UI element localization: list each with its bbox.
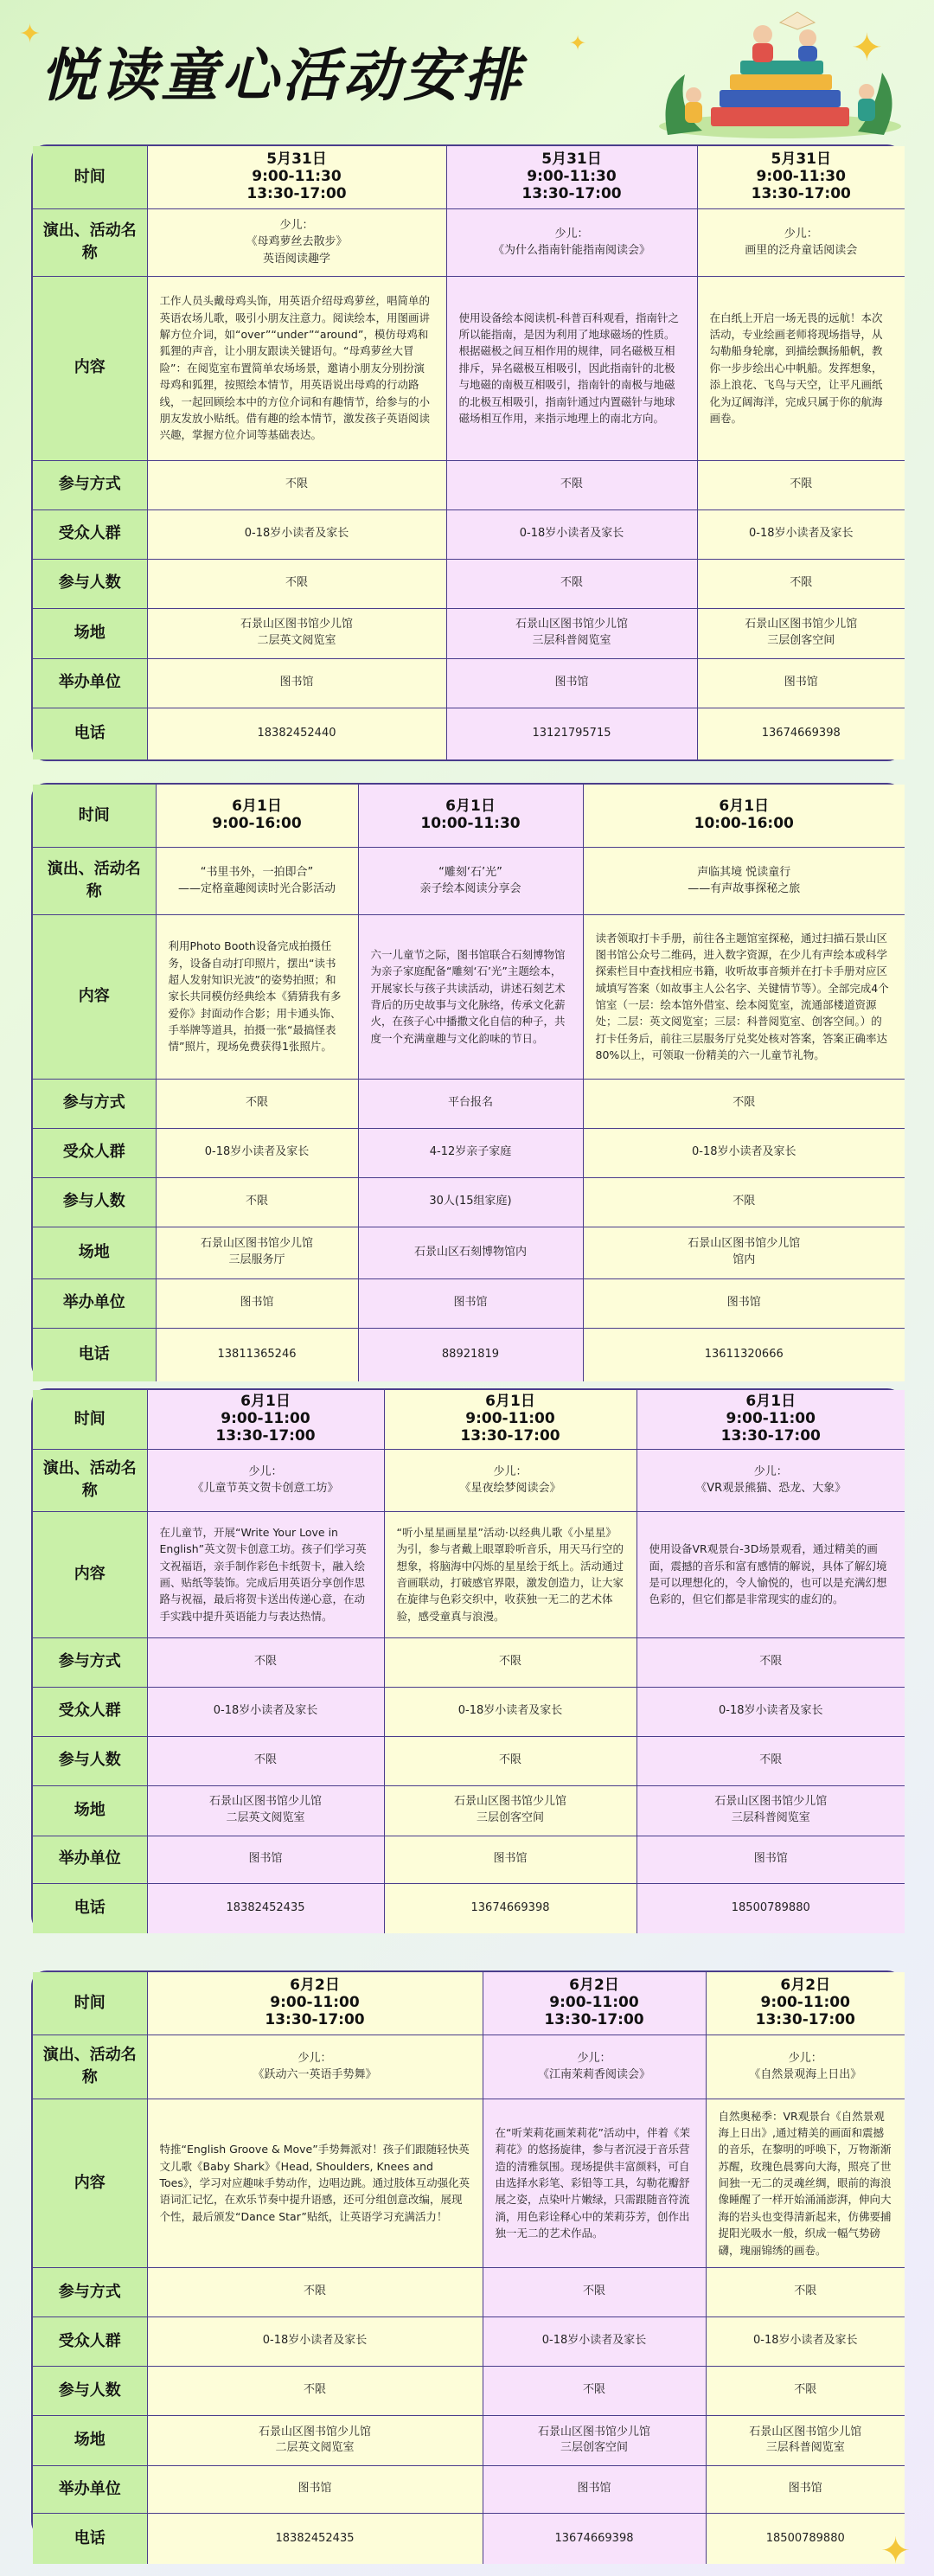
phone-row — [33, 1883, 905, 1933]
time-text: 10:00-11:30 — [420, 814, 521, 832]
row-label: 参与方式 — [33, 460, 147, 509]
date-text: 6月2日 — [569, 1977, 619, 1995]
count-row — [33, 1177, 905, 1227]
time-cell — [384, 1390, 637, 1449]
program-row — [33, 2035, 905, 2099]
program-cell — [637, 1449, 905, 1511]
venue-text: 三层科普阅览室 — [532, 634, 611, 647]
program-text: 少儿： — [753, 1464, 788, 1478]
program-cell — [384, 1449, 637, 1511]
row-label: 演出、活动名称 — [33, 2035, 147, 2099]
row-label: 演出、活动名称 — [33, 847, 156, 914]
time-text: 13:30-17:00 — [544, 2010, 644, 2028]
program-text: 《母鸡萝丝去散步》 — [246, 235, 348, 249]
venue-text: 三层创客空间 — [476, 1811, 544, 1824]
date-text: 5月31日 — [266, 151, 327, 169]
date-text: 6月1日 — [719, 798, 770, 816]
content-cell: 在白纸上开启一场无畏的远航！本次活动，专业绘画老师将现场指导，从勾勒船身轮廓，到描绘飘扬船帆，教你一步步绘出心中帆船。发挥想象，添上浪花、飞鸟与天空，让平凡画纸化为辽阔海洋，完成只属于你的航海画卷。 — [697, 276, 905, 460]
venue-cell — [156, 1227, 358, 1278]
row-label: 时间 — [33, 146, 147, 208]
count-cell: 不限 — [446, 559, 697, 608]
program-text: 少儿： — [248, 1464, 283, 1478]
venue-text: 石景山区图书馆少儿馆 — [749, 2425, 862, 2438]
time-text: 13:30-17:00 — [460, 1426, 560, 1445]
organizer-row — [33, 1836, 905, 1883]
program-text: 声临其境 悦读童行 — [697, 865, 791, 879]
row-label: 电话 — [33, 1328, 156, 1381]
organizer-cell: 图书馆 — [583, 1278, 905, 1328]
time-text: 9:00-11:30 — [756, 167, 846, 185]
program-text: 《星夜绘梦阅读会》 — [459, 1482, 561, 1495]
venue-text: 石景山区图书馆少儿馆 — [714, 1795, 828, 1809]
row-label: 参与方式 — [33, 1637, 147, 1687]
audience-cell: 0-18岁小读者及家长 — [583, 1128, 905, 1177]
content-cell: 在儿童节，开展“Write Your Love in English”英文贺卡创意工坊。孩子们学习英文祝福语，亲手制作彩色卡纸贺卡，融入绘画、贴纸等装饰。完成后用英语分享创作思路与祝福，最后将贺卡送出传递心意，在动手实践中提升英语能力与表达热情。 — [147, 1511, 384, 1637]
venue-text: 三层创客空间 — [767, 634, 835, 647]
row-label: 举办单位 — [33, 1278, 156, 1328]
time-text: 9:00-11:00 — [760, 1993, 850, 2011]
row-label: 电话 — [33, 708, 147, 759]
venue-text: 石景山区图书馆少儿馆 — [537, 2425, 650, 2438]
content-cell: 特推“English Groove & Move”手势舞派对！孩子们跟随轻快英文儿歌《Baby Shark》《Head, Shoulders, Knees and Toes》，学习对应趣味手势动作，边唱边跳。通过肢体互动强化英语词汇记忆，在欢乐节奏中提升语感，还可分组创意改编，展现个性，最后颁发“Dance Star”贴纸，让英语学习充满活力！ — [147, 2099, 483, 2267]
time-text: 9:00-11:00 — [270, 1993, 360, 2011]
row-label: 内容 — [33, 2099, 147, 2267]
schedule-block-4 — [31, 1970, 903, 2548]
program-text: 画里的泛舟童话阅读会 — [745, 244, 858, 257]
audience-row — [33, 509, 905, 559]
program-cell — [706, 2035, 905, 2099]
program-cell — [446, 208, 697, 276]
phone-cell: 13674669398 — [697, 708, 905, 759]
audience-cell: 0-18岁小读者及家长 — [706, 2316, 905, 2366]
phone-cell: 13674669398 — [384, 1883, 637, 1933]
program-text: 少儿： — [279, 218, 314, 232]
time-cell — [697, 146, 905, 208]
mode-cell: 不限 — [384, 1637, 637, 1687]
program-text: 少儿： — [788, 2051, 822, 2065]
time-text: 13:30-17:00 — [751, 184, 851, 202]
organizer-cell: 图书馆 — [384, 1836, 637, 1883]
mode-cell: 不限 — [483, 2267, 706, 2316]
program-text: 少儿： — [577, 2051, 611, 2065]
mode-cell: 不限 — [706, 2267, 905, 2316]
program-text: 少儿： — [297, 2051, 332, 2065]
mode-cell: 不限 — [147, 1637, 384, 1687]
time-cell — [358, 785, 583, 847]
row-label: 时间 — [33, 1972, 147, 2035]
organizer-cell: 图书馆 — [358, 1278, 583, 1328]
row-label: 参与人数 — [33, 2366, 147, 2415]
row-label: 受众人群 — [33, 1128, 156, 1177]
time-text: 9:00-11:00 — [549, 1993, 639, 2011]
audience-cell: 0-18岁小读者及家长 — [156, 1128, 358, 1177]
count-cell: 不限 — [583, 1177, 905, 1227]
program-text: 《跃动六一英语手势舞》 — [253, 2068, 377, 2081]
venue-cell — [483, 2415, 706, 2465]
audience-row — [33, 1687, 905, 1736]
count-cell: 不限 — [697, 559, 905, 608]
time-text: 13:30-17:00 — [246, 184, 347, 202]
venue-text: 石景山区图书馆少儿馆 — [515, 618, 628, 631]
program-cell — [147, 1449, 384, 1511]
venue-text: 二层英文阅览室 — [275, 2441, 355, 2455]
row-label: 受众人群 — [33, 2316, 147, 2366]
venue-text: 二层英文阅览室 — [257, 634, 336, 647]
mode-cell: 不限 — [147, 2267, 483, 2316]
program-text: 少儿： — [784, 227, 818, 240]
content-cell: 使用设备VR观景台-3D场景观看，通过精美的画面，震撼的音乐和富有感情的解说，具体了解幻境是可以理想化的，令人愉悦的，也可以是充满幻想色彩的，但它们都是非常现实的虚幻的。 — [637, 1511, 905, 1637]
mode-cell: 不限 — [637, 1637, 905, 1687]
program-text: “书里书外，一拍即合” — [200, 865, 314, 879]
date-text: 6月1日 — [745, 1393, 796, 1411]
time-cell — [147, 1972, 483, 2035]
content-cell: 工作人员头戴母鸡头饰，用英语介绍母鸡萝丝，唱简单的英语农场儿歌，吸引小朋友注意力。阅读绘本，用图画讲解方位介词，如“over”“under”“around”，模仿母鸡和狐狸的声音，让小朋友跟读关键语句。“母鸡萝丝大冒险”：在阅览室布置简单农场场景，邀请小朋友分别扮演母鸡和狐狸，按照绘本情节，用英语说出母鸡的行动路线，一起回顾绘本中的方位介词和有趣情节，给参与的小朋友发放小贴纸。借有趣的绘本情节，激发孩子英语阅读兴趣，掌握方位介词等基础表达。 — [147, 276, 446, 460]
time-row — [33, 1972, 905, 2035]
page-header — [0, 0, 934, 147]
venue-cell — [384, 1785, 637, 1836]
time-text: 13:30-17:00 — [265, 2010, 365, 2028]
venue-cell — [706, 2415, 905, 2465]
row-label: 参与人数 — [33, 1736, 147, 1785]
time-text: 13:30-17:00 — [215, 1426, 316, 1445]
date-text: 5月31日 — [771, 151, 831, 169]
program-cell — [483, 2035, 706, 2099]
venue-text: 石景山区图书馆少儿馆 — [208, 1795, 322, 1809]
content-cell: 利用Photo Booth设备完成拍摄任务，设备自动打印照片，摆出“读书超人发射知识光波”的姿势拍照；和家长共同模仿经典绘本《猜猜我有多爱你》封面动作合影；用卡通头饰、手举牌等道具，拍摄一张“最搞怪表情”照片，现场免费获得1张照片。 — [156, 914, 358, 1079]
program-text: ——定格童趣阅读时光合影活动 — [177, 882, 336, 895]
count-cell: 不限 — [483, 2366, 706, 2415]
audience-cell: 0-18岁小读者及家长 — [384, 1687, 637, 1736]
venue-cell — [583, 1227, 905, 1278]
phone-cell: 13811365246 — [156, 1328, 358, 1381]
program-row — [33, 208, 905, 276]
venue-cell — [446, 608, 697, 658]
row-label: 电话 — [33, 2513, 147, 2564]
time-text: 9:00-16:00 — [212, 814, 302, 832]
count-row — [33, 559, 905, 608]
audience-cell: 0-18岁小读者及家长 — [147, 1687, 384, 1736]
row-label: 场地 — [33, 1785, 147, 1836]
mode-cell: 不限 — [697, 460, 905, 509]
time-text: 10:00-16:00 — [694, 814, 794, 832]
count-cell: 不限 — [384, 1736, 637, 1785]
time-cell — [147, 1390, 384, 1449]
venue-row — [33, 2415, 905, 2465]
star-icon: ✦ — [569, 31, 587, 55]
time-row — [33, 146, 905, 208]
program-text: 《儿童节英文贺卡创意工坊》 — [192, 1482, 339, 1495]
time-cell — [637, 1390, 905, 1449]
program-text: 少儿： — [493, 1464, 528, 1478]
venue-text: 三层科普阅览室 — [765, 2441, 845, 2455]
program-text: “雕刻‘石’光” — [438, 865, 502, 879]
schedule-block-3 — [31, 1388, 903, 1932]
schedule-block-2 — [31, 783, 903, 1380]
mode-cell: 平台报名 — [358, 1079, 583, 1128]
star-icon: ✦ — [851, 26, 883, 70]
time-text: 9:00-11:30 — [527, 167, 617, 185]
row-label: 场地 — [33, 608, 147, 658]
program-cell — [147, 2035, 483, 2099]
date-text: 6月1日 — [240, 1393, 291, 1411]
program-text: 《江南茉莉香阅读会》 — [537, 2068, 650, 2081]
organizer-row — [33, 2465, 905, 2513]
venue-text: 石景山区图书馆少儿馆 — [688, 1237, 801, 1251]
audience-cell: 0-18岁小读者及家长 — [446, 509, 697, 559]
program-row — [33, 1449, 905, 1511]
row-label: 受众人群 — [33, 509, 147, 559]
row-label: 举办单位 — [33, 2465, 147, 2513]
organizer-row — [33, 658, 905, 708]
mode-cell: 不限 — [147, 460, 446, 509]
count-cell: 不限 — [706, 2366, 905, 2415]
row-label: 电话 — [33, 1883, 147, 1933]
audience-row — [33, 2316, 905, 2366]
count-cell: 不限 — [637, 1736, 905, 1785]
row-label: 场地 — [33, 1227, 156, 1278]
program-text: 《VR观景熊猫、恐龙、大象》 — [695, 1482, 847, 1495]
program-cell — [358, 847, 583, 914]
phone-cell: 18382452435 — [147, 2513, 483, 2564]
phone-cell: 13121795715 — [446, 708, 697, 759]
time-cell — [706, 1972, 905, 2035]
time-cell — [483, 1972, 706, 2035]
time-text: 13:30-17:00 — [720, 1426, 821, 1445]
count-row — [33, 2366, 905, 2415]
mode-cell: 不限 — [446, 460, 697, 509]
row-label: 时间 — [33, 1390, 147, 1449]
time-text: 13:30-17:00 — [521, 184, 622, 202]
mode-cell: 不限 — [583, 1079, 905, 1128]
phone-cell: 13611320666 — [583, 1328, 905, 1381]
date-text: 6月1日 — [232, 798, 282, 816]
phone-cell: 18500789880 — [637, 1883, 905, 1933]
audience-cell: 0-18岁小读者及家长 — [637, 1687, 905, 1736]
program-cell — [147, 208, 446, 276]
organizer-cell: 图书馆 — [446, 658, 697, 708]
venue-cell — [147, 1785, 384, 1836]
row-label: 参与人数 — [33, 559, 147, 608]
row-label: 演出、活动名称 — [33, 1449, 147, 1511]
time-text: 13:30-17:00 — [755, 2010, 855, 2028]
audience-cell: 0-18岁小读者及家长 — [483, 2316, 706, 2366]
organizer-row — [33, 1278, 905, 1328]
mode-row — [33, 1637, 905, 1687]
time-row — [33, 1390, 905, 1449]
row-label: 内容 — [33, 914, 156, 1079]
phone-cell: 18382452440 — [147, 708, 446, 759]
venue-row — [33, 1227, 905, 1278]
organizer-cell: 图书馆 — [147, 2465, 483, 2513]
organizer-cell: 图书馆 — [706, 2465, 905, 2513]
content-cell: 使用设备绘本阅读机-科普百科观看，指南针之所以能指南，是因为利用了地球磁场的性质。根据磁极之间互相作用的规律，同名磁极互相排斥，异名磁极互相吸引，因此指南针的北极与地磁的南极互相吸引，指南针的南极与地磁的北极互相吸引，指南针通过内置磁针与地球磁场相互作用，来指示地理上的南北方向。 — [446, 276, 697, 460]
time-text: 9:00-11:00 — [726, 1409, 816, 1427]
reading-children-illustration-icon — [650, 5, 910, 144]
phone-row — [33, 1328, 905, 1381]
organizer-cell: 图书馆 — [483, 2465, 706, 2513]
audience-cell: 0-18岁小读者及家长 — [147, 509, 446, 559]
venue-cell — [358, 1227, 583, 1278]
venue-cell — [147, 608, 446, 658]
row-label: 举办单位 — [33, 1836, 147, 1883]
content-cell: “听小星星画星星”活动·以经典儿歌《小星星》为引，参与者戴上眼罩聆听音乐，用天马行空的想象，将脑海中闪烁的星星绘于纸上。活动通过音画联动，打破感官界限，激发创造力，让大家在旋律与色彩交织中，收获独一无二的艺术体验，感受童真与浪漫。 — [384, 1511, 637, 1637]
row-label: 参与人数 — [33, 1177, 156, 1227]
venue-row — [33, 1785, 905, 1836]
date-text: 6月1日 — [445, 798, 496, 816]
venue-text: 三层服务厅 — [228, 1253, 285, 1266]
count-cell: 30人(15组家庭) — [358, 1177, 583, 1227]
mode-row — [33, 1079, 905, 1128]
time-text: 9:00-11:30 — [252, 167, 342, 185]
content-row — [33, 914, 905, 1079]
program-text: 亲子绘本阅读分享会 — [419, 882, 521, 895]
mode-row — [33, 460, 905, 509]
row-label: 参与方式 — [33, 2267, 147, 2316]
star-icon: ✦ — [880, 2529, 912, 2572]
time-cell — [147, 146, 446, 208]
row-label: 演出、活动名称 — [33, 208, 147, 276]
count-cell: 不限 — [147, 2366, 483, 2415]
content-row — [33, 2099, 905, 2267]
row-label: 举办单位 — [33, 658, 147, 708]
venue-row — [33, 608, 905, 658]
venue-text: 石景山区图书馆少儿馆 — [453, 1795, 566, 1809]
organizer-cell: 图书馆 — [147, 658, 446, 708]
venue-text: 石景山区图书馆少儿馆 — [258, 2425, 371, 2438]
schedule-block-1 — [31, 144, 903, 761]
time-cell — [446, 146, 697, 208]
date-text: 6月2日 — [780, 1977, 831, 1995]
venue-text: 石景山区图书馆少儿馆 — [200, 1237, 313, 1251]
organizer-cell: 图书馆 — [637, 1836, 905, 1883]
program-text: 少儿： — [554, 227, 589, 240]
mode-cell: 不限 — [156, 1079, 358, 1128]
content-cell: 六一儿童节之际，图书馆联合石刻博物馆为亲子家庭配备“雕刻‘石’光”主题绘本，开展家长与孩子共读活动，讲述石刻艺术背后的历史故事与文化脉络，传承文化薪火，在孩子心中播撒文化自信的种子，共度一个充满童趣与文化韵味的节日。 — [358, 914, 583, 1079]
row-label: 内容 — [33, 276, 147, 460]
count-cell: 不限 — [147, 1736, 384, 1785]
content-row — [33, 276, 905, 460]
venue-cell — [637, 1785, 905, 1836]
date-text: 5月31日 — [541, 151, 602, 169]
time-cell — [156, 785, 358, 847]
venue-cell — [147, 2415, 483, 2465]
count-cell: 不限 — [147, 559, 446, 608]
time-text: 9:00-11:00 — [221, 1409, 310, 1427]
count-row — [33, 1736, 905, 1785]
phone-cell: 18382452435 — [147, 1883, 384, 1933]
phone-row — [33, 708, 905, 759]
venue-cell — [697, 608, 905, 658]
row-label: 内容 — [33, 1511, 147, 1637]
content-cell: 读者领取打卡手册，前往各主题馆室探秘，通过扫描石景山区图书馆公众号二维码，进入数字资源，在少儿有声绘本或科学探索栏目中查找相应书籍，收听故事音频并在打卡手册对应区域填写答案（如故事主人公名字、关键情节等）。全部完成4个馆室（一层：绘本馆外借室、绘本阅览室，流通部楼道资源处；二层：英文阅览室；三层：科普阅览室、创客空间。）的打卡任务后，前往三层服务厅兑奖处核对答案，答案正确率达80%以上，可领取一份精美的六一儿童节礼物。 — [583, 914, 905, 1079]
audience-row — [33, 1128, 905, 1177]
content-cell: 在“听茉莉花画茉莉花”活动中，伴着《茉莉花》的悠扬旋律，参与者沉浸于音乐营造的清雅氛围。现场提供丰富颜料，可自由选择水彩笔、彩铅等工具，勾勒花瓣舒展之姿，点染叶片嫩绿，只需跟随音符流淌，用色彩诠释心中的茉莉芬芳，创作出独一无二的艺术作品。 — [483, 2099, 706, 2267]
organizer-cell: 图书馆 — [156, 1278, 358, 1328]
organizer-cell: 图书馆 — [697, 658, 905, 708]
date-text: 6月1日 — [485, 1393, 535, 1411]
time-text: 9:00-11:00 — [465, 1409, 555, 1427]
program-text: 《自然景观海上日出》 — [749, 2068, 862, 2081]
phone-row — [33, 2513, 905, 2564]
venue-text: 石景山区图书馆少儿馆 — [240, 618, 353, 631]
venue-text: 馆内 — [732, 1253, 756, 1266]
row-label: 时间 — [33, 785, 156, 847]
venue-text: 二层英文阅览室 — [226, 1811, 305, 1824]
program-row — [33, 847, 905, 914]
date-text: 6月2日 — [290, 1977, 340, 1995]
audience-cell: 4-12岁亲子家庭 — [358, 1128, 583, 1177]
content-cell: 自然奥秘季：VR观景台《自然景观海上日出》,通过精美的画面和震撼的音乐，在黎明的呼唤下，万物渐渐苏醒，玫瑰色晨雾向大海，照亮了世间独一无二的灵魂丝绸，眼前的海浪像睡醒了一样开始涌涌澎湃，伸向大海的岩头也变得清新起来，仿佛要捕捉阳光吸水一般，织成一幅气势磅礴，瑰丽锦绣的画卷。 — [706, 2099, 905, 2267]
program-text: ——有声故事探秘之旅 — [688, 882, 801, 895]
program-text: 《为什么指南针能指南阅读会》 — [492, 244, 650, 257]
venue-text: 三层创客空间 — [560, 2441, 628, 2455]
phone-cell: 13674669398 — [483, 2513, 706, 2564]
program-cell — [156, 847, 358, 914]
row-label: 场地 — [33, 2415, 147, 2465]
content-row — [33, 1511, 905, 1637]
mode-row — [33, 2267, 905, 2316]
audience-cell: 0-18岁小读者及家长 — [697, 509, 905, 559]
star-icon: ✦ — [19, 19, 42, 49]
program-cell — [697, 208, 905, 276]
audience-cell: 0-18岁小读者及家长 — [147, 2316, 483, 2366]
row-label: 参与方式 — [33, 1079, 156, 1128]
venue-text: 三层科普阅览室 — [731, 1811, 810, 1824]
row-label: 受众人群 — [33, 1687, 147, 1736]
phone-cell: 18500789880 — [706, 2513, 905, 2564]
phone-cell: 88921819 — [358, 1328, 583, 1381]
program-text: 英语阅读趣学 — [262, 252, 330, 266]
count-cell: 不限 — [156, 1177, 358, 1227]
venue-text: 石景山区图书馆少儿馆 — [745, 618, 858, 631]
venue-text: 石景山区石刻博物馆内 — [413, 1245, 527, 1259]
program-cell — [583, 847, 905, 914]
organizer-cell: 图书馆 — [147, 1836, 384, 1883]
time-cell — [583, 785, 905, 847]
page-title: 悦读童心活动安排 — [40, 42, 524, 109]
time-row — [33, 785, 905, 847]
